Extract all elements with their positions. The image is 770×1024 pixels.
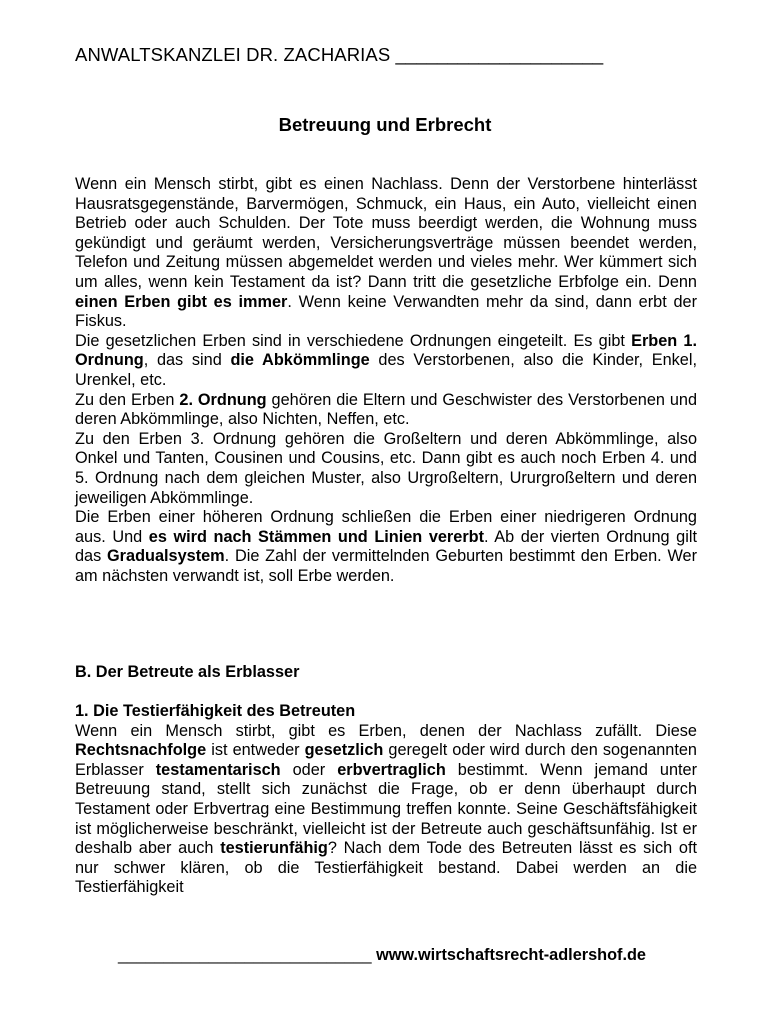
emphasis: Gradualsystem [107, 547, 225, 566]
section-a-body [75, 175, 697, 586]
text-run: Zu den Erben [75, 390, 180, 409]
text-run: bestimmt. Wenn jemand unter Betreuung stand, stellt sich zunächst die Frage, ob er denn überhaupt durch Testament oder Erbvertrag eine Bestimmung treffen konnte. Seine Geschäftsfähigkeit ist möglicherweise beschränkt, vielleicht ist der Betreute auch geschäftsunfähig. Ist er deshalb aber auch [75, 760, 697, 858]
text-run: geregelt oder wird durch den sogenannten Erblasser [75, 741, 697, 779]
emphasis: testamentarisch [155, 760, 281, 779]
text-run: Wenn ein Mensch stirbt, gibt es einen Nachlass. Denn der Verstorbene hinterlässt Hausratsgegenstände, Barvermögen, Schmuck, ein Haus, ein Auto, vielleicht einen Betrieb oder auch Schulden. Der Tote muss beerdigt werden, die Wohnung muss gekündigt und geräumt werden, Versicherungsverträge müssen beendet werden, Telefon und Zeitung müssen abgemeldet werden und vieles mehr. Wer kümmert sich um alles, wenn kein Testament da ist? Dann tritt die gesetzliche Erbfolge ein. Denn [75, 175, 697, 291]
text-run: gehören die Eltern und Geschwister des Verstorbenen und deren Abkömmlinge, also Nichten, Neffen, etc. [75, 390, 698, 429]
paragraph: Zu den Erben 3. Ordnung gehören die Großeltern und deren Abkömmlinge, also Onkel und Tanten, Cousinen und Cousins, etc. Dann gibt es auch noch Erben 4. und 5. Ordnung nach dem gleichen Muster, also Urgroßeltern, Ururgroßeltern und deren jeweiligen Abkömmlinge. [75, 429, 697, 507]
text-run: . Ab der vierten Ordnung gilt das [75, 527, 697, 566]
section-b-body [75, 702, 697, 898]
emphasis: die Abkömmlinge [230, 351, 370, 370]
sub-heading: 1. Die Testierfähigkeit des Betreuten [75, 702, 356, 720]
emphasis: testierunfähig [220, 839, 328, 858]
text-run: ist entweder [206, 741, 305, 760]
paragraph [75, 175, 697, 332]
footer-rule: ____________________________ [118, 946, 372, 964]
text-run: des Verstorbenen, also die Kinder, Enkel, Urenkel, etc. [75, 351, 698, 389]
text-run: Die Erben einer höheren Ordnung schließen die Erben einer niedrigeren Ordnung aus. Und [75, 508, 697, 546]
letterhead-text: ANWALTSKANZLEI DR. ZACHARIAS ____________________ [75, 44, 604, 65]
emphasis: erbvertraglich [337, 760, 446, 779]
paragraph [75, 332, 697, 391]
letterhead [75, 44, 695, 66]
paragraph [75, 508, 697, 586]
text-run: . Wenn keine Verwandten mehr da sind, dann erbt der Fiskus. [75, 292, 697, 331]
document-title: Betreuung und Erbrecht [278, 114, 492, 135]
paragraph [75, 391, 697, 430]
emphasis: 2. Ordnung [179, 390, 267, 409]
emphasis: einen Erben gibt es immer [75, 292, 288, 311]
text-run: ? Nach dem Tode des Betreuten lässt es sich oft nur schwer klären, ob die Testierfähigkeit bestand. Dabei werden an die Testierfähigkeit [75, 839, 697, 897]
section-b-heading: B. Der Betreute als Erblasser [75, 663, 300, 681]
emphasis: es wird nach Stämmen und Linien vererbt [148, 527, 485, 546]
text-run: Wenn ein Mensch stirbt, gibt es Erben, denen der Nachlass zufällt. Diese [75, 721, 697, 740]
footer-url: www.wirtschaftsrecht-adlershof.de [376, 946, 646, 964]
emphasis: Rechtsnachfolge [75, 741, 207, 760]
text-run: , das sind [143, 351, 231, 370]
emphasis: gesetzlich [304, 741, 384, 760]
page-footer [118, 946, 698, 965]
text-run: Die gesetzlichen Erben sind in verschiedene Ordnungen eingeteilt. Es gibt [75, 331, 632, 350]
emphasis: Erben 1. Ordnung [75, 331, 698, 370]
paragraph [75, 722, 697, 898]
text-run: . Die Zahl der vermittelnden Geburten bestimmt den Erben. Wer am nächsten verwandt ist, soll Erbe werden. [75, 547, 697, 585]
text-run: oder [280, 760, 338, 779]
